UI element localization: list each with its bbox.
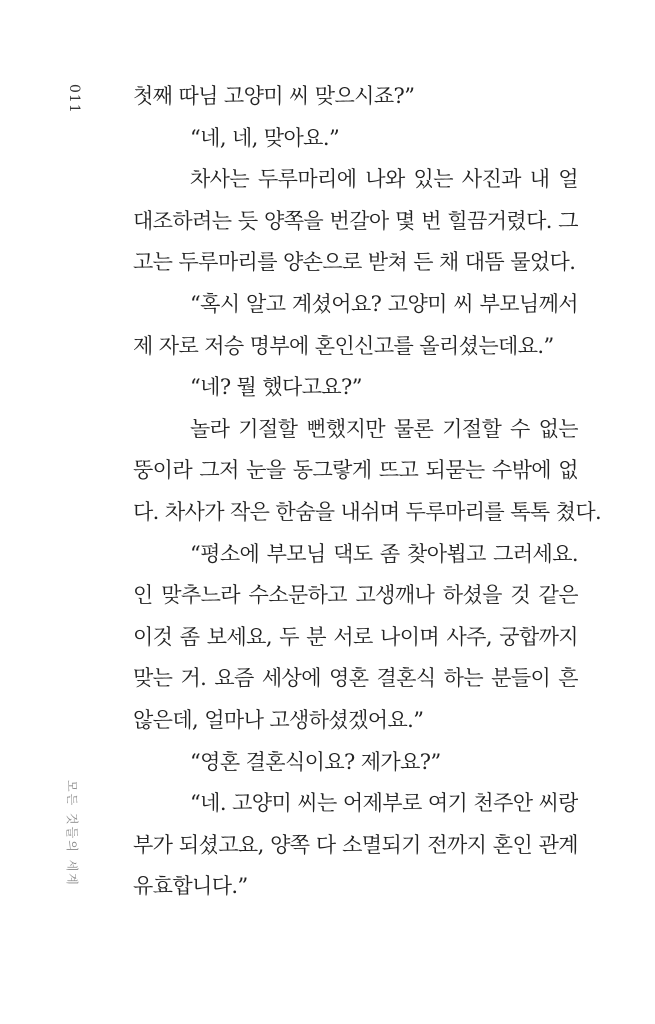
text-line: 고는 두루마리를 양손으로 받쳐 든 채 대뜸 물었다. xyxy=(133,250,576,275)
text-line: 놀라 기절할 뻔했지만 물론 기절할 수 없는 xyxy=(190,416,578,441)
text-line: 제 자로 저승 명부에 혼인신고를 올리셨는데요.” xyxy=(133,333,554,358)
text-line: 부가 되셨고요, 양쪽 다 소멸되기 전까지 혼인 관계 xyxy=(133,832,578,857)
text-line: “네? 뭘 했다고요?” xyxy=(190,375,362,400)
text-line: 않은데, 얼마나 고생하셨겠어요.” xyxy=(133,707,424,732)
text-line: 유효합니다.” xyxy=(133,874,248,899)
text-line: 맞는 거. 요즘 세상에 영혼 결혼식 하는 분들이 흔 xyxy=(133,666,578,691)
text-line: 인 맞추느라 수소문하고 고생깨나 하셨을 것 같은 xyxy=(133,583,578,608)
text-line: 뚱이라 그저 눈을 동그랗게 뜨고 되묻는 수밖에 없 xyxy=(133,458,578,483)
running-title: 모든 것들의 세계 xyxy=(65,780,79,887)
body-text xyxy=(133,76,602,908)
text-line: 첫째 따님 고양미 씨 맞으시죠?” xyxy=(133,84,415,108)
text-line: “혹시 알고 계셨어요? 고양미 씨 부모님께서 xyxy=(190,291,578,316)
text-line: “네. 고양미 씨는 어제부로 여기 천주안 씨랑 xyxy=(190,791,578,816)
page-number: 011 xyxy=(66,84,82,114)
text-line: “평소에 부모님 댁도 좀 찾아뵙고 그러세요. xyxy=(190,541,578,566)
text-line: “영혼 결혼식이요? 제가요?” xyxy=(190,749,441,774)
text-line: 차사는 두루마리에 나와 있는 사진과 내 얼 xyxy=(190,167,578,192)
text-line: “네, 네, 맞아요.” xyxy=(190,125,340,150)
text-line: 이것 좀 보세요, 두 분 서로 나이며 사주, 궁합까지 xyxy=(133,624,578,649)
text-line: 대조하려는 듯 양쪽을 번갈아 몇 번 힐끔거렸다. 그 xyxy=(133,208,578,233)
text-line: 다. 차사가 작은 한숨을 내쉬며 두루마리를 톡톡 쳤다. xyxy=(133,499,602,524)
